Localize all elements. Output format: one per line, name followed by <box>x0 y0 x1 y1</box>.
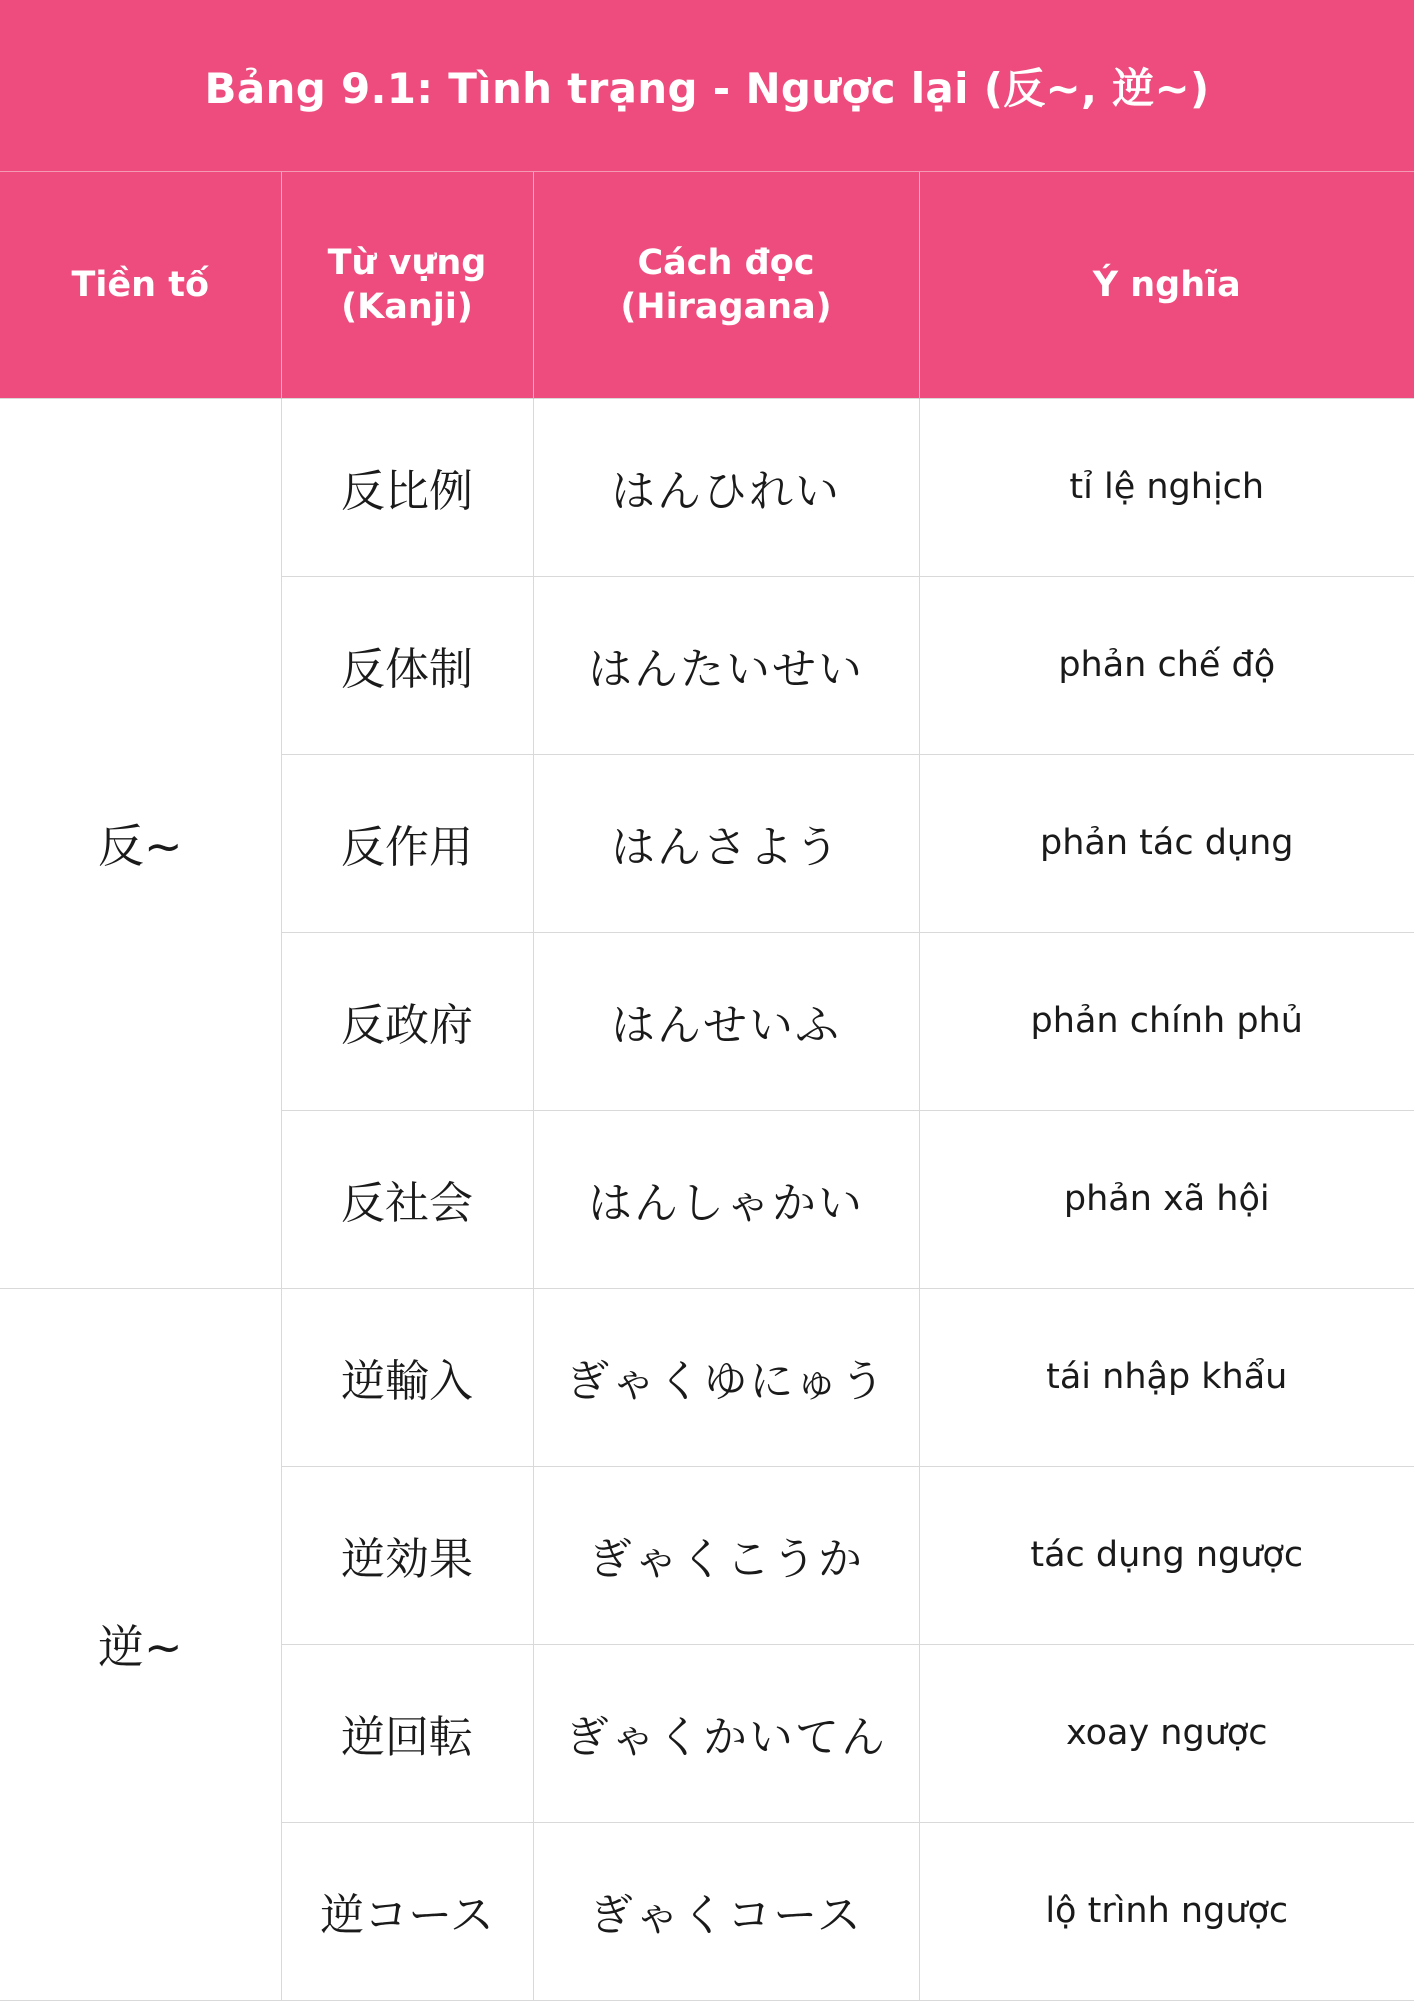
table-header-row <box>0 172 1414 398</box>
kanji-cell: 反政府 <box>281 932 533 1110</box>
prefix-cell: 反~ <box>0 398 281 1288</box>
vocabulary-table <box>0 172 1414 2001</box>
kanji-cell: 反社会 <box>281 1110 533 1288</box>
table-row <box>0 1288 1414 1466</box>
reading-cell: はんしゃかい <box>533 1110 919 1288</box>
reading-cell: はんひれい <box>533 398 919 576</box>
kanji-cell: 逆回転 <box>281 1644 533 1822</box>
kanji-cell: 反比例 <box>281 398 533 576</box>
reading-cell: はんさよう <box>533 754 919 932</box>
header-reading: Cách đọc (Hiragana) <box>533 172 919 398</box>
table-title: Bảng 9.1: Tình trạng - Ngược lại (反~, 逆~) <box>0 0 1414 172</box>
kanji-cell: 逆輸入 <box>281 1288 533 1466</box>
meaning-cell: phản chính phủ <box>919 932 1414 1110</box>
reading-cell: ぎゃくこうか <box>533 1466 919 1644</box>
kanji-cell: 反作用 <box>281 754 533 932</box>
kanji-cell: 反体制 <box>281 576 533 754</box>
meaning-cell: tác dụng ngược <box>919 1466 1414 1644</box>
meaning-cell: xoay ngược <box>919 1644 1414 1822</box>
reading-cell: ぎゃくかいてん <box>533 1644 919 1822</box>
header-prefix: Tiền tố <box>0 172 281 398</box>
reading-cell: はんせいふ <box>533 932 919 1110</box>
prefix-cell: 逆~ <box>0 1288 281 2000</box>
header-meaning: Ý nghĩa <box>919 172 1414 398</box>
reading-cell: ぎゃくゆにゅう <box>533 1288 919 1466</box>
header-vocab: Từ vựng (Kanji) <box>281 172 533 398</box>
kanji-cell: 逆コース <box>281 1822 533 2000</box>
meaning-cell: phản chế độ <box>919 576 1414 754</box>
kanji-cell: 逆効果 <box>281 1466 533 1644</box>
meaning-cell: phản xã hội <box>919 1110 1414 1288</box>
meaning-cell: lộ trình ngược <box>919 1822 1414 2000</box>
meaning-cell: tỉ lệ nghịch <box>919 398 1414 576</box>
reading-cell: ぎゃくコース <box>533 1822 919 2000</box>
meaning-cell: tái nhập khẩu <box>919 1288 1414 1466</box>
meaning-cell: phản tác dụng <box>919 754 1414 932</box>
reading-cell: はんたいせい <box>533 576 919 754</box>
table-row <box>0 398 1414 576</box>
